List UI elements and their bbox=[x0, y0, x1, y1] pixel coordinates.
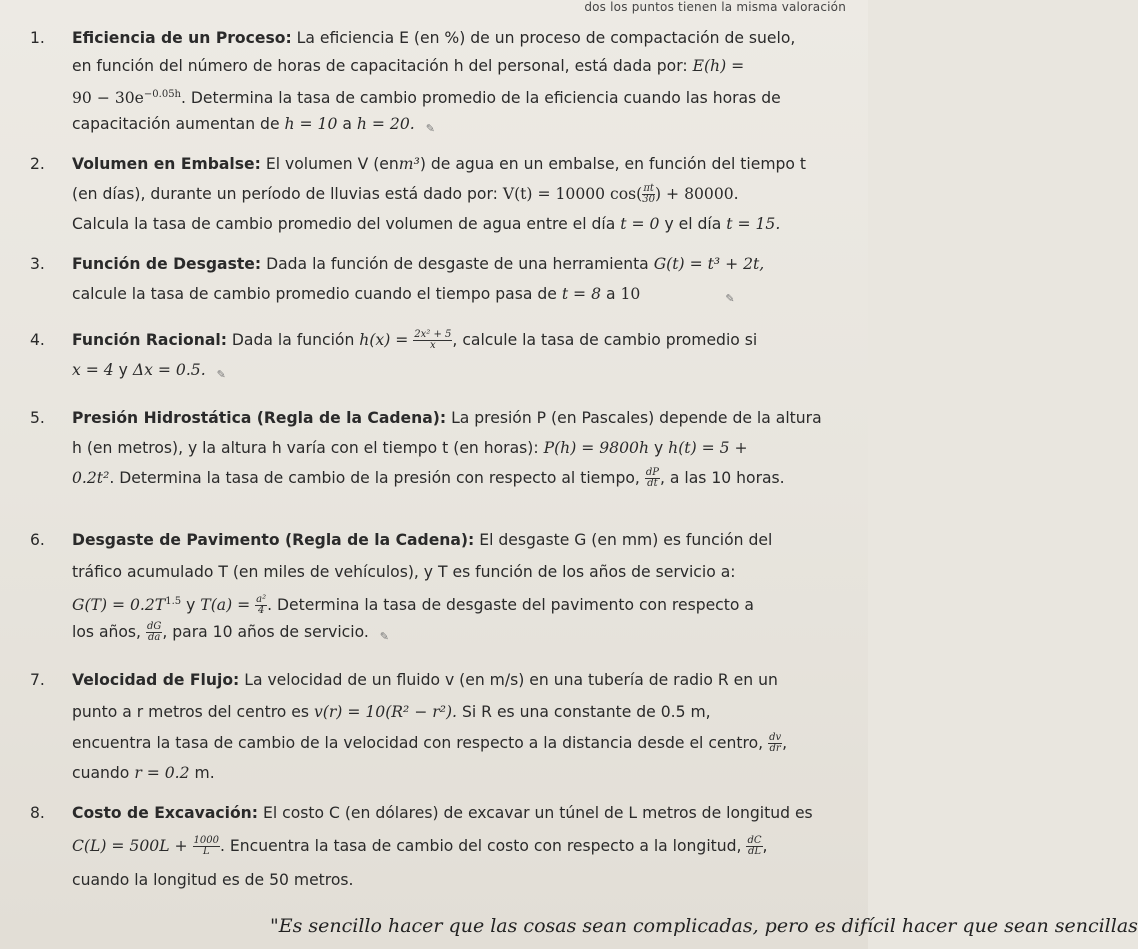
edit-icon[interactable]: ✎ bbox=[725, 291, 735, 305]
problem-title: Presión Hidrostática (Regla de la Cadena): bbox=[72, 409, 447, 427]
problem-line: en función del número de horas de capacitación h del personal, está dada por: E(h) = bbox=[72, 57, 745, 75]
problem-line: 0.2t². Determina la tasa de cambio de la presión con respecto al tiempo, $\frac{dP}{dt}$ , a las 10 horas. bbox=[72, 467, 785, 489]
problem-number: 7. bbox=[30, 671, 45, 689]
edit-icon[interactable]: ✎ bbox=[216, 367, 226, 381]
problem-line: tráfico acumulado T (en miles de vehículos), y T es función de los años de servicio a: bbox=[72, 563, 736, 581]
problem-line: $90 - 30e^{-0.05h}$. Determina la tasa de cambio promedio de la eficiencia cuando las horas de bbox=[72, 89, 781, 108]
problem-number: 1. bbox=[30, 29, 45, 47]
problem-line: encuentra la tasa de cambio de la velocidad con respecto a la distancia desde el centro, $\frac{dv}{dr}$ , bbox=[72, 732, 788, 754]
problem-line: cuando la longitud es de 50 metros. bbox=[72, 871, 354, 889]
problem-line: capacitación aumentan de h = 10 a h = 20. ✎ bbox=[72, 114, 438, 134]
problem-title: Función Racional: bbox=[72, 331, 227, 349]
problem-line: cuando r = 0.2 m. bbox=[72, 764, 215, 782]
problem-number: 2. bbox=[30, 155, 45, 173]
problem-title: Eficiencia de un Proceso: bbox=[72, 29, 292, 47]
problem-number: 8. bbox=[30, 804, 45, 822]
problem-line: Desgaste de Pavimento (Regla de la Cadena): El desgaste G (en mm) es función del bbox=[72, 531, 773, 549]
problem-number: 6. bbox=[30, 531, 45, 549]
problem-line: Costo de Excavación: El costo C (en dólares) de excavar un túnel de L metros de longitud es bbox=[72, 804, 813, 822]
problem-line: calcule la tasa de cambio promedio cuando el tiempo pasa de t = 8 a 10 ✎ bbox=[72, 284, 737, 304]
problem-line: Velocidad de Flujo: La velocidad de un fluido v (en m/s) en una tubería de radio R en un bbox=[72, 671, 778, 689]
problem-line: los años, $\frac{dG}{da}$ , para 10 años de servicio. ✎ bbox=[72, 622, 392, 643]
problem-title: Velocidad de Flujo: bbox=[72, 671, 240, 689]
footer-quote: "Es sencillo hacer que las cosas sean complicadas, pero es difícil hacer que sean sencillas bbox=[270, 915, 1138, 937]
problem-line: Calcula la tasa de cambio promedio del volumen de agua entre el día t = 0 y el día t = 15. bbox=[72, 215, 781, 233]
problem-line: Función Racional: Dada la función h(x) = $\frac{\text{2x² + 5}}{x}$ , calcule la tasa de cambio promedio si bbox=[72, 329, 758, 351]
problem-number: 4. bbox=[30, 331, 45, 349]
problem-title: Desgaste de Pavimento (Regla de la Cadena): bbox=[72, 531, 475, 549]
header-note: dos los puntos tienen la misma valoración bbox=[584, 0, 846, 14]
problem-line: (en días), durante un período de lluvias está dado por: V(t) = 10000 cos( $\frac{\pi t}{30}$ ) + 80000. bbox=[72, 183, 739, 205]
problem-title: Volumen en Embalse: bbox=[72, 155, 261, 173]
problem-line: Volumen en Embalse: El volumen V (enm³) de agua en un embalse, en función del tiempo t bbox=[72, 155, 807, 173]
problem-title: Función de Desgaste: bbox=[72, 255, 262, 273]
problem-line: Presión Hidrostática (Regla de la Cadena): La presión P (en Pascales) depende de la altura bbox=[72, 409, 822, 427]
problem-line: Eficiencia de un Proceso: La eficiencia E (en %) de un proceso de compactación de suelo, bbox=[72, 29, 796, 47]
problem-line: punto a r metros del centro es v(r) = 10(R² − r²). Si R es una constante de 0.5 m, bbox=[72, 703, 711, 721]
problem-number: 3. bbox=[30, 255, 45, 273]
problem-line: $G(T) = 0.2T^{1.5}$ y T(a) = $\frac{\text{a²}}{4}$ . Determina la tasa de desgaste del pavimento con respecto a bbox=[72, 594, 754, 617]
edit-icon[interactable]: ✎ bbox=[425, 121, 435, 135]
problem-line: x = 4 y Δx = 0.5. ✎ bbox=[72, 360, 229, 380]
problem-line: Función de Desgaste: Dada la función de desgaste de una herramienta G(t) = t³ + 2t, bbox=[72, 255, 765, 273]
problem-number: 5. bbox=[30, 409, 45, 427]
problem-line: C(L) = 500L + $\frac{1000}{L}$ . Encuentra la tasa de cambio del costo con respecto a la longitud, $\frac{dC}{dL}$ , bbox=[72, 835, 768, 857]
problem-line: h (en metros), y la altura h varía con el tiempo t (en horas): P(h) = 9800h y h(t) = 5 + bbox=[72, 439, 748, 457]
edit-icon[interactable]: ✎ bbox=[379, 629, 389, 643]
problem-title: Costo de Excavación: bbox=[72, 804, 259, 822]
